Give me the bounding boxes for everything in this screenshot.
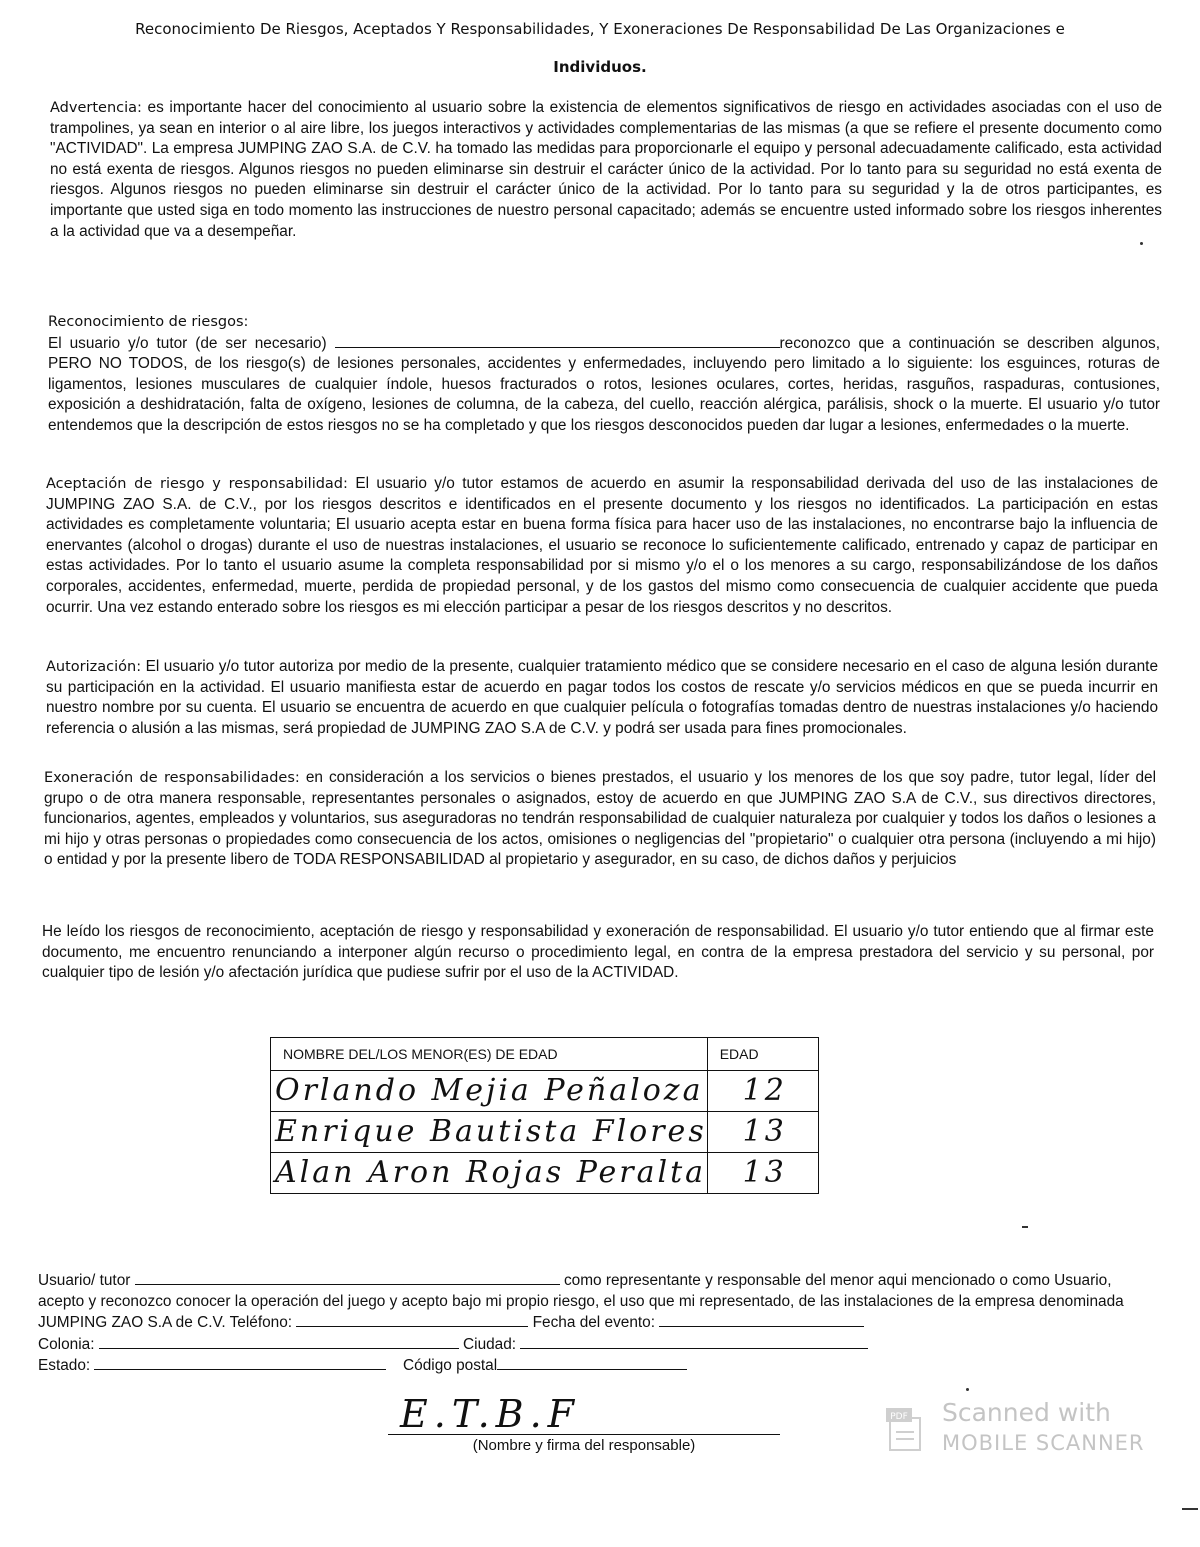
minor-age[interactable]: 13 — [707, 1112, 818, 1153]
estado-field[interactable] — [94, 1355, 386, 1370]
ciudad-label: Ciudad: — [463, 1335, 517, 1353]
minor-name[interactable]: Alan Aron Rojas Peralta — [271, 1153, 708, 1194]
exoneracion-text: en consideración a los servicios o bienes prestados, el usuario y los menores de los que soy padre, tutor legal, líder del grupo o de otra manera responsable, representantes personales o asignados, estoy de acuerdo en que JUMPING ZAO S.A de C.V., sus directivos directores, funcionarios, agentes, empleados y voluntarios, sus aseguradoras no tendrán responsabilidad de cualquier naturaleza por cualquier y todos los daños o lesiones a mi hijo y otras personas o propiedades como consecuencia de los actos, omisiones o negligencias del "propietario" o cualquier otra persona (incluyendo a mi hijo) o entidad y por la presente libero de TODA RESPONSABILIDAD al propietario y asegurador, en su caso, de dichos daños y perjuicios — [44, 769, 1157, 869]
handwritten-signature: E.T.B.F — [400, 1392, 581, 1436]
minor-name[interactable]: Enrique Bautista Flores — [271, 1112, 708, 1153]
usuario-field[interactable] — [135, 1270, 560, 1285]
document-title: Reconocimiento De Riesgos, Aceptados Y Responsabilidades, Y Exoneraciones De Responsabilidad De Las Organizaciones e — [135, 20, 1065, 38]
final-paragraph: He leído los riesgos de reconocimiento, aceptación de riesgo y responsabilidad y exoneración de responsabilidad. El usuario y/o tutor entiendo que al firmar este documento, me encuentro renunciando a interponer algún recurso o procedimiento legal, en contra de la empresa prestadora del servicio y su personal, por cualquier tipo de lesión y/o afectación jurídica que pudiese sufrir por el uso de la ACTIVIDAD. — [42, 923, 1154, 982]
document-title-continued: Individuos. — [553, 58, 647, 76]
watermark-line2: MOBILE SCANNER — [942, 1431, 1145, 1455]
colonia-field[interactable] — [99, 1334, 459, 1349]
scan-speck — [1022, 1226, 1028, 1228]
scan-speck — [1182, 1508, 1198, 1510]
scan-speck — [1140, 242, 1143, 245]
telefono-field[interactable] — [296, 1312, 528, 1327]
codigo-postal-field[interactable] — [497, 1355, 687, 1370]
codigo-postal-label: Código postal — [403, 1357, 498, 1375]
table-row — [271, 1071, 819, 1112]
advertencia-paragraph — [50, 98, 1162, 242]
colonia-label: Colonia: — [38, 1335, 95, 1353]
autorizacion-label: Autorización: — [46, 659, 142, 675]
minor-name[interactable]: Orlando Mejia Peñaloza — [271, 1071, 708, 1112]
responsible-form — [38, 1270, 1160, 1377]
exoneracion-paragraph — [44, 768, 1156, 871]
minors-table — [270, 1037, 819, 1194]
scanner-watermark — [884, 1398, 1145, 1455]
signature-line[interactable] — [388, 1434, 780, 1435]
reconocimiento-label: Reconocimiento de riesgos: — [48, 314, 249, 330]
table-header-name: NOMBRE DEL/LOS MENOR(ES) DE EDAD — [271, 1038, 708, 1071]
aceptacion-paragraph — [46, 474, 1158, 618]
estado-label: Estado: — [38, 1357, 91, 1375]
table-row — [271, 1112, 819, 1153]
fecha-label: Fecha del evento: — [532, 1314, 655, 1332]
advertencia-text: es importante hacer del conocimiento al usuario sobre la existencia de elementos significativos de riesgo en actividades asociadas con el uso de trampolines, ya sean en interior o al aire libre, los juegos interactivos y actividades complementarias de las mismas (a que se refiere el presente documento como "ACTIVIDAD". La empresa JUMPING ZAO S.A. de C.V. ha tomado las medidas para proporcionarle el equipo y personal adecuadamente calificado, esta actividad no está exenta de riesgos. Algunos riesgos no pueden eliminarse sin destruir el carácter único de la actividad. Por lo tanto para su seguridad no está exenta de riesgos. Algunos riesgos no pueden eliminarse sin destruir el carácter único de la actividad. Por lo tanto para su seguridad y la de otros participantes, es importante que usted siga en todo momento las instrucciones de nuestro personal capacitado; además se encuentre usted informado sobre los riesgos inherentes a la actividad que va a desempeñar. — [50, 99, 1163, 240]
advertencia-label: Advertencia: — [50, 100, 142, 116]
reconocimiento-text: reconozco que a continuación se describen algunos, PERO NO TODOS, de los riesgo(s) de lesiones personales, accidentes y enfermedades, incluyendo pero limitado a lo siguiente: los esguinces, roturas de ligamentos, lesiones musculares de cualquier índole, huesos fracturados o rotos, lesiones oculares, cortes, heridas, rasguños, raspaduras, contusiones, exposición a deshidratación, falta de oxígeno, lesiones de columna, de la cabeza, del cuello, reacción alérgica, parálisis, shock o la muerte. El usuario y/o tutor entendemos que la descripción de estos riesgos no se ha completado y que los riesgos desconocidos pueden dar lugar a lesiones, enfermedades o la muerte. — [48, 334, 1160, 434]
user-name-blank[interactable] — [335, 333, 780, 348]
autorizacion-paragraph — [46, 657, 1158, 739]
signature-label: (Nombre y firma del responsable) — [472, 1437, 696, 1454]
reconocimiento-prefix: El usuario y/o tutor (de ser necesario) — [48, 334, 327, 352]
minor-age[interactable]: 12 — [707, 1071, 818, 1112]
minor-age[interactable]: 13 — [707, 1153, 818, 1194]
svg-text:PDF: PDF — [890, 1412, 908, 1422]
aceptacion-label: Aceptación de riesgo y responsabilidad: — [46, 476, 348, 492]
reconocimiento-paragraph — [48, 312, 1160, 437]
exoneracion-label: Exoneración de responsabilidades: — [44, 770, 300, 786]
usuario-text: como representante y responsable del menor aqui mencionado o como Usuario, acepto y reconozco conocer la operación del juego y acepto bajo mi propio riesgo, el uso que mi representado, de las instalaciones de la empresa denominada JUMPING ZAO S.A de C.V. — [38, 1272, 1124, 1332]
telefono-label: Teléfono: — [229, 1314, 293, 1332]
table-header-age: EDAD — [707, 1038, 818, 1071]
pdf-document-icon — [884, 1404, 928, 1452]
watermark-line1: Scanned with — [942, 1398, 1111, 1427]
usuario-label: Usuario/ tutor — [38, 1272, 131, 1289]
table-row — [271, 1153, 819, 1194]
scan-speck — [966, 1388, 969, 1391]
fecha-field[interactable] — [659, 1312, 864, 1327]
autorizacion-text: El usuario y/o tutor autoriza por medio de la presente, cualquier tratamiento médico que se considere necesario en el caso de alguna lesión durante su participación en la actividad. El usuario manifiesta estar de acuerdo en pagar todos los costos de rescate y/o servicios médicos en que se pueda incurrir en nuestro nombre por su cuenta. El usuario se encuentra de acuerdo en que cualquier película o fotografías tomadas dentro de nuestras instalaciones y/o haciendo referencia o alusión a las mismas, será propiedad de JUMPING ZAO S.A de C.V. y podrá ser usada para fines promocionales. — [46, 658, 1158, 737]
aceptacion-text: El usuario y/o tutor estamos de acuerdo en asumir la responsabilidad derivada del uso de las instalaciones de JUMPING ZAO S.A. de C.V., por los riesgos descritos e identificados en el presente documento y los riesgos no identificados. La participación en estas actividades es completamente voluntaria; El usuario acepta estar en buena forma física para hacer uso de las instalaciones, no encontrarse bajo la influencia de enervantes (alcohol o drogas) durante el uso de nuestras instalaciones, el usuario se reconoce lo suficientemente calificado, entrenado y capaz de participar en estas actividades. Por lo tanto el usuario asume la completa responsabilidad por si mismo y/o el o los menores a su cargo, responsabilizándose de los daños corporales, accidentes, enfermedad, muerte, perdida de propiedad personal, y de los gastos del mismo como consecuencia de cualquier accidente que pueda ocurrir. Una vez estando enterado sobre los riesgos es mi elección participar a pesar de los riesgos descritos y no descritos. — [46, 475, 1159, 616]
ciudad-field[interactable] — [520, 1334, 868, 1349]
